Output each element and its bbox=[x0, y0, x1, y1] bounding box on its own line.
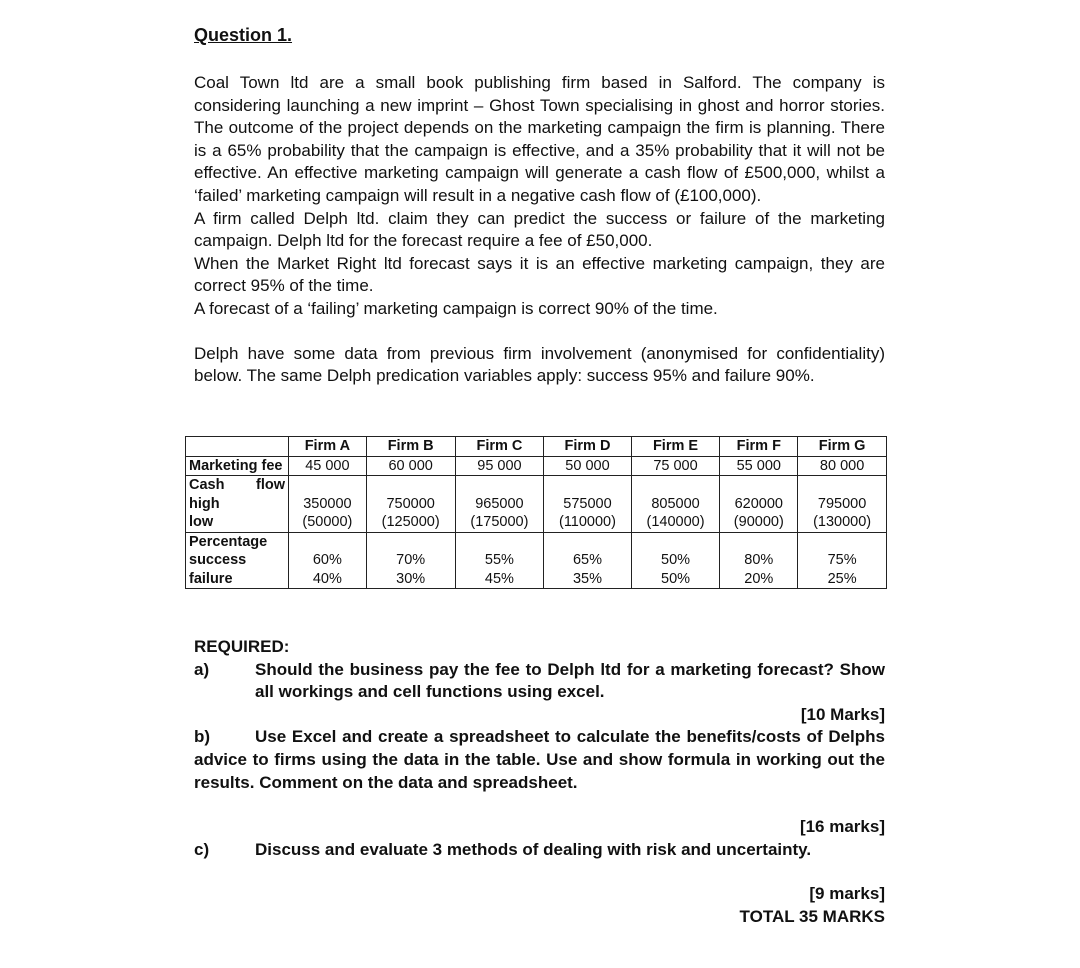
percentage-label-cell bbox=[186, 532, 289, 589]
high-value: 575000 bbox=[563, 495, 612, 512]
firm-data-table bbox=[185, 436, 887, 589]
low-value: (110000) bbox=[558, 514, 616, 530]
firm-header: Firm F bbox=[720, 437, 798, 457]
cash-flow-cell bbox=[798, 476, 887, 533]
success-value: 50% bbox=[661, 552, 691, 568]
question-c-label: c) bbox=[194, 839, 210, 859]
percentage-label: Percentage bbox=[189, 533, 268, 550]
high-value: 795000 bbox=[817, 495, 867, 512]
low-value: (140000) bbox=[646, 514, 705, 530]
scenario-paragraph-1: Coal Town ltd are a small book publishing firm based in Salford. The company is considering launching a new imprint – Ghost Town specialising in ghost and horror stories. The outcome of the project depends on the marketing campaign the firm is planning. There is a 65% probability that the campaign is effective, and a 35% probability that it will not be effective. An effective marketing campaign will generate a cash flow of £500,000, whilst a ‘failed’ marketing campaign will result in a negative cash flow of (£100,000). bbox=[194, 73, 885, 205]
question-heading: Question 1. bbox=[194, 25, 293, 45]
question-c bbox=[194, 839, 885, 862]
marketing-fee-row bbox=[186, 456, 887, 476]
success-value: 75% bbox=[827, 552, 857, 568]
high-value: 805000 bbox=[651, 495, 700, 512]
fee-cell: 55 000 bbox=[720, 456, 798, 476]
question-document bbox=[189, 24, 885, 926]
percentage-cell bbox=[631, 532, 720, 589]
fee-cell: 80 000 bbox=[798, 456, 887, 476]
cash-flow-label-word-2: flow bbox=[256, 477, 285, 493]
required-section bbox=[194, 636, 885, 929]
success-value: 55% bbox=[484, 552, 514, 568]
fee-cell: 60 000 bbox=[366, 456, 455, 476]
high-value: 750000 bbox=[386, 495, 435, 512]
question-b bbox=[194, 726, 885, 794]
cash-flow-row bbox=[186, 476, 887, 533]
question-b-text: Use Excel and create a spreadsheet to calculate the benefits/costs of Delphs advice to firms using the data in the table. Use and show formula in working out the results. Comment on the data and spreadsheet. bbox=[194, 727, 885, 792]
high-value: 620000 bbox=[734, 495, 783, 512]
failure-label: failure bbox=[189, 570, 233, 587]
question-a bbox=[194, 659, 885, 704]
failure-value: 30% bbox=[396, 570, 426, 587]
percentage-row bbox=[186, 532, 887, 589]
total-marks: TOTAL 35 MARKS bbox=[739, 906, 885, 926]
low-value: (50000) bbox=[302, 514, 353, 530]
percentage-cell bbox=[366, 532, 455, 589]
success-value: 70% bbox=[396, 552, 426, 568]
question-a-marks: [10 Marks] bbox=[800, 704, 885, 724]
scenario-paragraph-3: When the Market Right ltd forecast says it is an effective marketing campaign, they are correct 95% of the time. bbox=[194, 253, 885, 296]
cash-flow-label-cell bbox=[186, 476, 289, 533]
high-value: 350000 bbox=[303, 495, 352, 512]
scenario-paragraph-4: A forecast of a ‘failing’ marketing campaign is correct 90% of the time. bbox=[194, 298, 718, 318]
success-label: success bbox=[189, 552, 247, 568]
cash-flow-cell bbox=[720, 476, 798, 533]
firm-header: Firm D bbox=[544, 437, 631, 457]
fee-cell: 75 000 bbox=[631, 456, 720, 476]
high-label: high bbox=[189, 495, 220, 512]
failure-value: 20% bbox=[744, 570, 774, 587]
low-value: (125000) bbox=[381, 514, 440, 530]
high-value: 965000 bbox=[475, 495, 524, 512]
cash-flow-label bbox=[189, 476, 285, 495]
cash-flow-cell bbox=[289, 476, 367, 533]
percentage-cell bbox=[798, 532, 887, 589]
failure-value: 50% bbox=[661, 570, 691, 587]
percentage-cell bbox=[455, 532, 544, 589]
cash-flow-cell bbox=[455, 476, 544, 533]
success-value: 65% bbox=[572, 552, 602, 568]
firm-header: Firm E bbox=[631, 437, 720, 457]
scenario-paragraph-2: A firm called Delph ltd. claim they can predict the success or failure of the marketing campaign. Delph ltd for the forecast require a fee of £50,000. bbox=[194, 208, 885, 251]
low-value: (175000) bbox=[470, 514, 529, 530]
marketing-fee-label: Marketing fee bbox=[186, 456, 289, 476]
question-c-marks: [9 marks] bbox=[809, 884, 885, 904]
percentage-cell bbox=[720, 532, 798, 589]
question-a-text: Should the business pay the fee to Delph ltd for a marketing forecast? Show all workings and cell functions using excel. bbox=[255, 659, 885, 702]
question-a-label: a) bbox=[194, 659, 210, 679]
fee-cell: 45 000 bbox=[289, 456, 367, 476]
table-header-row bbox=[186, 437, 887, 457]
question-b-marks: [16 marks] bbox=[799, 817, 885, 837]
question-b-label: b) bbox=[194, 727, 211, 747]
fee-cell: 95 000 bbox=[455, 456, 544, 476]
question-c-text: Discuss and evaluate 3 methods of dealing with risk and uncertainty. bbox=[255, 839, 812, 859]
failure-value: 35% bbox=[572, 570, 602, 587]
failure-value: 25% bbox=[827, 570, 857, 587]
cash-flow-cell bbox=[544, 476, 631, 533]
delph-data-intro: Delph have some data from previous firm involvement (anonymised for confidentiality) below. The same Delph predication variables apply: success 95% and failure 90%. bbox=[194, 343, 885, 386]
percentage-cell bbox=[289, 532, 367, 589]
fee-cell: 50 000 bbox=[544, 456, 631, 476]
low-value: (90000) bbox=[733, 514, 784, 530]
success-value: 60% bbox=[312, 552, 342, 568]
success-value: 80% bbox=[744, 552, 774, 568]
firm-header: Firm B bbox=[366, 437, 455, 457]
cash-flow-cell bbox=[366, 476, 455, 533]
failure-value: 45% bbox=[484, 570, 514, 587]
firm-header: Firm C bbox=[455, 437, 544, 457]
table-corner-cell bbox=[186, 437, 289, 457]
required-title: REQUIRED: bbox=[194, 637, 290, 656]
percentage-cell bbox=[544, 532, 631, 589]
failure-value: 40% bbox=[312, 570, 342, 587]
cash-flow-label-word-1: Cash bbox=[189, 477, 225, 493]
cash-flow-cell bbox=[631, 476, 720, 533]
low-label: low bbox=[189, 514, 214, 530]
firm-header: Firm G bbox=[798, 437, 887, 457]
firm-header: Firm A bbox=[289, 437, 367, 457]
low-value: (130000) bbox=[813, 514, 872, 530]
